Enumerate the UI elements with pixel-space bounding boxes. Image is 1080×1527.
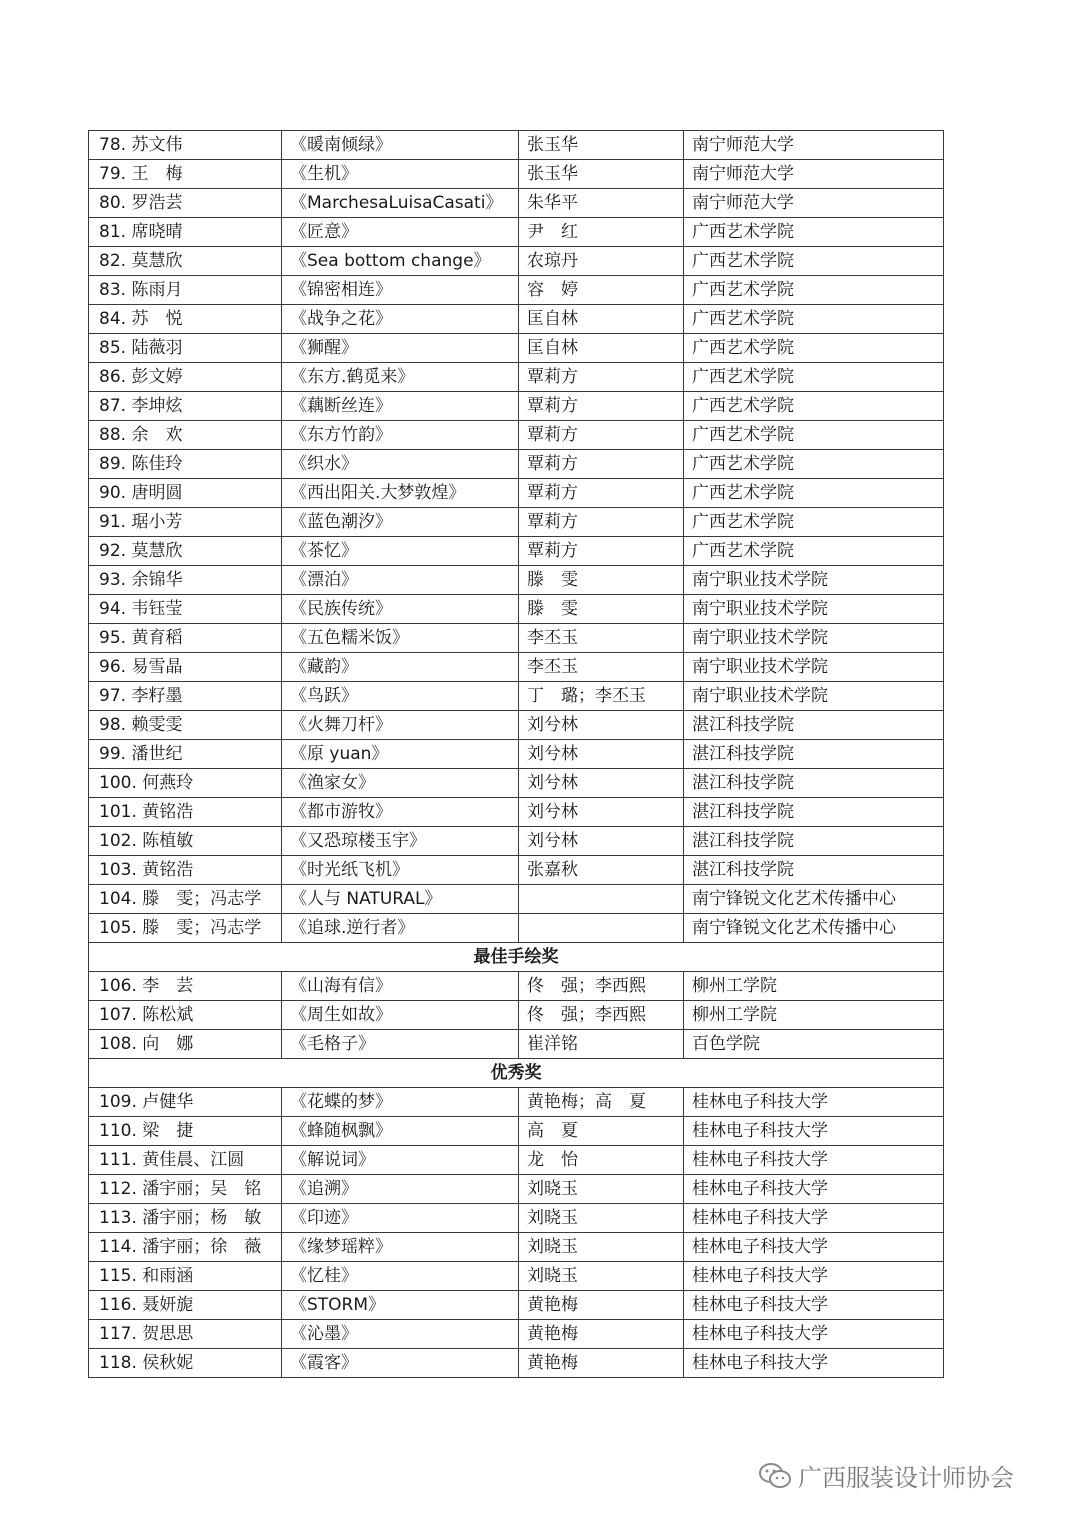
work-title-cell: 《忆桂》	[282, 1262, 519, 1291]
table-row	[89, 798, 944, 827]
work-title-cell: 《狮醒》	[282, 334, 519, 363]
school-cell: 南宁职业技术学院	[684, 653, 944, 682]
section-heading-row	[89, 1059, 944, 1088]
mentor-cell: 农琼丹	[519, 247, 684, 276]
school-cell: 广西艺术学院	[684, 218, 944, 247]
mentor-cell: 覃莉方	[519, 421, 684, 450]
mentor-cell: 张玉华	[519, 131, 684, 160]
participant-name-cell: 116. 聂妍旎	[89, 1291, 282, 1320]
table-row	[89, 421, 944, 450]
participant-name-cell: 95. 黄育稻	[89, 624, 282, 653]
work-title-cell: 《周生如故》	[282, 1001, 519, 1030]
participant-name-cell: 108. 向 娜	[89, 1030, 282, 1059]
participant-name-cell: 96. 易雪晶	[89, 653, 282, 682]
participant-name-cell: 107. 陈松斌	[89, 1001, 282, 1030]
work-title-cell: 《原 yuan》	[282, 740, 519, 769]
table-row	[89, 1233, 944, 1262]
school-cell: 广西艺术学院	[684, 363, 944, 392]
school-cell: 湛江科技学院	[684, 740, 944, 769]
mentor-cell: 匡自林	[519, 305, 684, 334]
school-cell: 桂林电子科技大学	[684, 1117, 944, 1146]
participant-name-cell: 99. 潘世纪	[89, 740, 282, 769]
work-title-cell: 《毛格子》	[282, 1030, 519, 1059]
table-row	[89, 537, 944, 566]
mentor-cell: 李丕玉	[519, 624, 684, 653]
participant-name-cell: 89. 陈佳玲	[89, 450, 282, 479]
awards-table	[88, 130, 944, 1378]
school-cell: 南宁职业技术学院	[684, 624, 944, 653]
school-cell: 桂林电子科技大学	[684, 1146, 944, 1175]
school-cell: 湛江科技学院	[684, 827, 944, 856]
mentor-cell: 覃莉方	[519, 508, 684, 537]
table-row	[89, 131, 944, 160]
work-title-cell: 《锦密相连》	[282, 276, 519, 305]
table-row	[89, 566, 944, 595]
school-cell: 南宁师范大学	[684, 189, 944, 218]
school-cell: 南宁职业技术学院	[684, 595, 944, 624]
participant-name-cell: 84. 苏 悦	[89, 305, 282, 334]
participant-name-cell: 115. 和雨涵	[89, 1262, 282, 1291]
work-title-cell: 《茶忆》	[282, 537, 519, 566]
work-title-cell: 《五色糯米饭》	[282, 624, 519, 653]
table-row	[89, 1088, 944, 1117]
school-cell: 南宁锋锐文化艺术传播中心	[684, 885, 944, 914]
mentor-cell: 张玉华	[519, 160, 684, 189]
participant-name-cell: 82. 莫慧欣	[89, 247, 282, 276]
school-cell: 桂林电子科技大学	[684, 1175, 944, 1204]
participant-name-cell: 85. 陆薇羽	[89, 334, 282, 363]
section-heading-row	[89, 943, 944, 972]
mentor-cell: 覃莉方	[519, 537, 684, 566]
participant-name-cell: 106. 李 芸	[89, 972, 282, 1001]
mentor-cell: 覃莉方	[519, 450, 684, 479]
mentor-cell	[519, 914, 684, 943]
mentor-cell: 容 婷	[519, 276, 684, 305]
work-title-cell: 《民族传统》	[282, 595, 519, 624]
table-row	[89, 769, 944, 798]
school-cell: 南宁师范大学	[684, 131, 944, 160]
mentor-cell: 滕 雯	[519, 595, 684, 624]
participant-name-cell: 105. 滕 雯；冯志学	[89, 914, 282, 943]
table-row	[89, 682, 944, 711]
table-row	[89, 189, 944, 218]
mentor-cell: 滕 雯	[519, 566, 684, 595]
table-row	[89, 160, 944, 189]
section-heading: 最佳手绘奖	[89, 943, 944, 972]
mentor-cell: 刘晓玉	[519, 1204, 684, 1233]
school-cell: 广西艺术学院	[684, 479, 944, 508]
school-cell: 桂林电子科技大学	[684, 1320, 944, 1349]
section-heading: 优秀奖	[89, 1059, 944, 1088]
table-row	[89, 1146, 944, 1175]
mentor-cell: 刘晓玉	[519, 1175, 684, 1204]
school-cell: 南宁职业技术学院	[684, 566, 944, 595]
table-row	[89, 1262, 944, 1291]
school-cell: 桂林电子科技大学	[684, 1233, 944, 1262]
table-row	[89, 595, 944, 624]
participant-name-cell: 80. 罗浩芸	[89, 189, 282, 218]
mentor-cell: 黄艳梅；高 夏	[519, 1088, 684, 1117]
watermark	[758, 1458, 1014, 1493]
table-row	[89, 1204, 944, 1233]
table-row	[89, 392, 944, 421]
work-title-cell: 《时光纸飞机》	[282, 856, 519, 885]
participant-name-cell: 109. 卢健华	[89, 1088, 282, 1117]
school-cell: 广西艺术学院	[684, 305, 944, 334]
participant-name-cell: 118. 侯秋妮	[89, 1349, 282, 1378]
school-cell: 桂林电子科技大学	[684, 1204, 944, 1233]
mentor-cell: 张嘉秋	[519, 856, 684, 885]
work-title-cell: 《都市游牧》	[282, 798, 519, 827]
mentor-cell: 黄艳梅	[519, 1349, 684, 1378]
school-cell: 百色学院	[684, 1030, 944, 1059]
work-title-cell: 《生机》	[282, 160, 519, 189]
mentor-cell: 刘兮林	[519, 798, 684, 827]
participant-name-cell: 88. 余 欢	[89, 421, 282, 450]
table-row	[89, 624, 944, 653]
participant-name-cell: 102. 陈植敏	[89, 827, 282, 856]
table-row	[89, 334, 944, 363]
school-cell: 柳州工学院	[684, 1001, 944, 1030]
table-row	[89, 972, 944, 1001]
work-title-cell: 《漂泊》	[282, 566, 519, 595]
participant-name-cell: 111. 黄佳晨、江圆	[89, 1146, 282, 1175]
school-cell: 柳州工学院	[684, 972, 944, 1001]
table-row	[89, 479, 944, 508]
school-cell: 湛江科技学院	[684, 711, 944, 740]
table-row	[89, 711, 944, 740]
participant-name-cell: 81. 席晓晴	[89, 218, 282, 247]
participant-name-cell: 114. 潘宇丽；徐 薇	[89, 1233, 282, 1262]
work-title-cell: 《霞客》	[282, 1349, 519, 1378]
mentor-cell: 刘兮林	[519, 769, 684, 798]
work-title-cell: 《山海有信》	[282, 972, 519, 1001]
table-row	[89, 1349, 944, 1378]
participant-name-cell: 87. 李坤炫	[89, 392, 282, 421]
table-row	[89, 1030, 944, 1059]
mentor-cell: 龙 怡	[519, 1146, 684, 1175]
participant-name-cell: 78. 苏文伟	[89, 131, 282, 160]
work-title-cell: 《人与 NATURAL》	[282, 885, 519, 914]
participant-name-cell: 98. 赖雯雯	[89, 711, 282, 740]
table-row	[89, 1117, 944, 1146]
work-title-cell: 《藕断丝连》	[282, 392, 519, 421]
participant-name-cell: 91. 琚小芳	[89, 508, 282, 537]
mentor-cell: 朱华平	[519, 189, 684, 218]
mentor-cell: 刘兮林	[519, 827, 684, 856]
watermark-text: 广西服装设计师协会	[798, 1464, 1014, 1492]
school-cell: 南宁锋锐文化艺术传播中心	[684, 914, 944, 943]
table-row	[89, 305, 944, 334]
work-title-cell: 《藏韵》	[282, 653, 519, 682]
school-cell: 广西艺术学院	[684, 276, 944, 305]
work-title-cell: 《印迹》	[282, 1204, 519, 1233]
school-cell: 广西艺术学院	[684, 392, 944, 421]
participant-name-cell: 90. 唐明圆	[89, 479, 282, 508]
participant-name-cell: 112. 潘宇丽；吴 铭	[89, 1175, 282, 1204]
school-cell: 湛江科技学院	[684, 769, 944, 798]
school-cell: 广西艺术学院	[684, 421, 944, 450]
table-row	[89, 247, 944, 276]
mentor-cell: 覃莉方	[519, 479, 684, 508]
participant-name-cell: 104. 滕 雯；冯志学	[89, 885, 282, 914]
work-title-cell: 《Sea bottom change》	[282, 247, 519, 276]
table-body	[89, 131, 944, 1378]
mentor-cell: 黄艳梅	[519, 1320, 684, 1349]
school-cell: 广西艺术学院	[684, 537, 944, 566]
table-row	[89, 885, 944, 914]
work-title-cell: 《西出阳关.大梦敦煌》	[282, 479, 519, 508]
work-title-cell: 《蜂随枫飘》	[282, 1117, 519, 1146]
table-row	[89, 653, 944, 682]
school-cell: 南宁师范大学	[684, 160, 944, 189]
table-row	[89, 450, 944, 479]
school-cell: 广西艺术学院	[684, 508, 944, 537]
participant-name-cell: 113. 潘宇丽；杨 敏	[89, 1204, 282, 1233]
work-title-cell: 《战争之花》	[282, 305, 519, 334]
participant-name-cell: 97. 李籽墨	[89, 682, 282, 711]
work-title-cell: 《又恐琼楼玉宇》	[282, 827, 519, 856]
work-title-cell: 《蓝色潮汐》	[282, 508, 519, 537]
mentor-cell: 覃莉方	[519, 392, 684, 421]
table-row	[89, 1175, 944, 1204]
participant-name-cell: 117. 贺思思	[89, 1320, 282, 1349]
wechat-icon	[758, 1462, 792, 1490]
work-title-cell: 《缘梦瑶粹》	[282, 1233, 519, 1262]
mentor-cell: 尹 红	[519, 218, 684, 247]
participant-name-cell: 94. 韦钰莹	[89, 595, 282, 624]
school-cell: 桂林电子科技大学	[684, 1291, 944, 1320]
table-row	[89, 363, 944, 392]
mentor-cell: 刘晓玉	[519, 1262, 684, 1291]
school-cell: 南宁职业技术学院	[684, 682, 944, 711]
mentor-cell	[519, 885, 684, 914]
participant-name-cell: 100. 何燕玲	[89, 769, 282, 798]
participant-name-cell: 79. 王 梅	[89, 160, 282, 189]
work-title-cell: 《追溯》	[282, 1175, 519, 1204]
school-cell: 广西艺术学院	[684, 450, 944, 479]
work-title-cell: 《STORM》	[282, 1291, 519, 1320]
school-cell: 湛江科技学院	[684, 798, 944, 827]
participant-name-cell: 103. 黄铭浩	[89, 856, 282, 885]
work-title-cell: 《匠意》	[282, 218, 519, 247]
mentor-cell: 佟 强；李西熙	[519, 972, 684, 1001]
participant-name-cell: 83. 陈雨月	[89, 276, 282, 305]
participant-name-cell: 101. 黄铭浩	[89, 798, 282, 827]
participant-name-cell: 110. 梁 捷	[89, 1117, 282, 1146]
school-cell: 广西艺术学院	[684, 247, 944, 276]
mentor-cell: 匡自林	[519, 334, 684, 363]
mentor-cell: 佟 强；李西熙	[519, 1001, 684, 1030]
table-row	[89, 1320, 944, 1349]
mentor-cell: 刘兮林	[519, 711, 684, 740]
school-cell: 桂林电子科技大学	[684, 1262, 944, 1291]
table-row	[89, 276, 944, 305]
mentor-cell: 高 夏	[519, 1117, 684, 1146]
mentor-cell: 崔洋铭	[519, 1030, 684, 1059]
mentor-cell: 刘晓玉	[519, 1233, 684, 1262]
participant-name-cell: 92. 莫慧欣	[89, 537, 282, 566]
mentor-cell: 刘兮林	[519, 740, 684, 769]
work-title-cell: 《东方竹韵》	[282, 421, 519, 450]
mentor-cell: 黄艳梅	[519, 1291, 684, 1320]
work-title-cell: 《解说词》	[282, 1146, 519, 1175]
table-row	[89, 914, 944, 943]
table-row	[89, 508, 944, 537]
table-row	[89, 218, 944, 247]
school-cell: 湛江科技学院	[684, 856, 944, 885]
mentor-cell: 李丕玉	[519, 653, 684, 682]
work-title-cell: 《火舞刀杆》	[282, 711, 519, 740]
work-title-cell: 《暖南倾绿》	[282, 131, 519, 160]
work-title-cell: 《鸟跃》	[282, 682, 519, 711]
work-title-cell: 《追球.逆行者》	[282, 914, 519, 943]
table-row	[89, 740, 944, 769]
work-title-cell: 《东方.鹤觅来》	[282, 363, 519, 392]
table-row	[89, 827, 944, 856]
work-title-cell: 《花蝶的梦》	[282, 1088, 519, 1117]
work-title-cell: 《沁墨》	[282, 1320, 519, 1349]
table-row	[89, 1291, 944, 1320]
table-row	[89, 1001, 944, 1030]
participant-name-cell: 93. 余锦华	[89, 566, 282, 595]
school-cell: 桂林电子科技大学	[684, 1088, 944, 1117]
school-cell: 广西艺术学院	[684, 334, 944, 363]
mentor-cell: 覃莉方	[519, 363, 684, 392]
participant-name-cell: 86. 彭文婷	[89, 363, 282, 392]
mentor-cell: 丁 璐；李丕玉	[519, 682, 684, 711]
school-cell: 桂林电子科技大学	[684, 1349, 944, 1378]
work-title-cell: 《MarchesaLuisaCasati》	[282, 189, 519, 218]
table-row	[89, 856, 944, 885]
work-title-cell: 《渔家女》	[282, 769, 519, 798]
work-title-cell: 《织水》	[282, 450, 519, 479]
